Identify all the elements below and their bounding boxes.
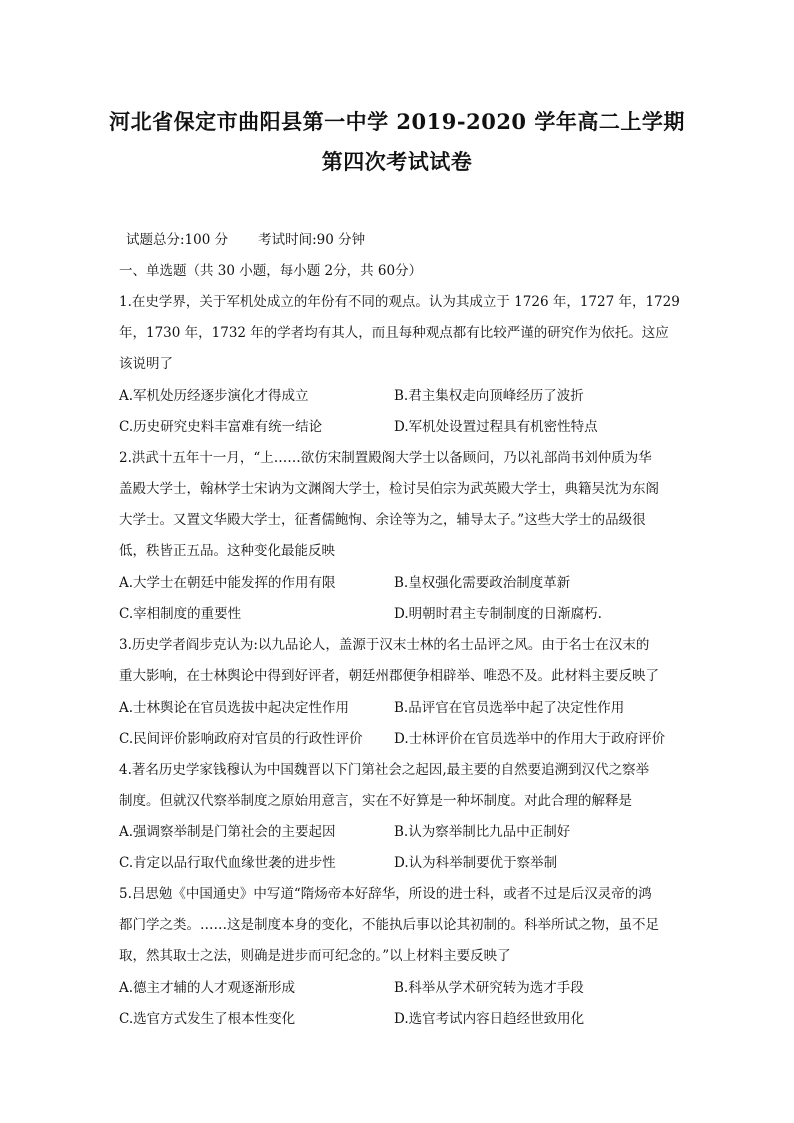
question-4-line-2: 制度。但就汉代察举制度之原始用意言，实在不好算是一种坏制度。对此合理的解释是 [119, 793, 632, 809]
question-1-line-3: 该说明了 [119, 356, 173, 372]
question-5-line-3: 取，然其取士之法，则确是进步而可纪念的。”以上材料主要反映了 [119, 948, 511, 964]
question-5-option-a: A.德主才辅的人才观逐渐形成 [119, 980, 296, 996]
exam-info [126, 228, 365, 248]
question-2-line-3: 大学士。又置文华殿大学士，征耆儒鲍恂、余诠等为之，辅导太子。”这些大学士的品级很 [119, 512, 646, 528]
question-4-option-b: B.认为察举制比九品中正制好 [394, 824, 571, 840]
question-2-option-d: D.明朝时君主专制制度的日渐腐朽. [394, 606, 602, 622]
question-5-option-c: C.选官方式发生了根本性变化 [119, 1011, 296, 1027]
exam-title-line1: 河北省保定市曲阳县第一中学 2019-2020 学年高二上学期 [109, 109, 685, 134]
question-3-option-b: B.品评官在官员选举中起了决定性作用 [394, 700, 625, 716]
question-3-line-2: 重大影响，在士林舆论中得到好评者，朝廷州郡便争相辟举、唯恐不及。此材料主要反映了 [119, 668, 659, 684]
question-5-option-b: B.科举从学术研究转为选才手段 [394, 980, 584, 996]
question-1-option-c: C.历史研究史料丰富难有统一结论 [119, 419, 323, 435]
question-3-option-c: C.民间评价影响政府对官员的行政性评价 [119, 731, 363, 747]
question-1-line-1: 1.在史学界，关于军机处成立的年份有不同的观点。认为其成立于 1726 年，1727 年，1729 [119, 294, 680, 310]
question-5-line-2: 都门学之类。……这是制度本身的变化，不能执后事以论其初制的。科举所试之物，虽不足 [119, 917, 659, 933]
total-score: 试题总分:100 分 [126, 232, 229, 248]
question-3-option-d: D.士林评价在官员选举中的作用大于政府评价 [394, 731, 666, 747]
question-3-line-1: 3.历史学者阎步克认为:以九品论人，盖源于汉末士林的名士品评之风。由于名士在汉末的 [119, 637, 650, 653]
question-1-option-d: D.军机处设置过程具有机密性特点 [394, 419, 598, 435]
question-2-line-2: 盖殿大学士，翰林学士宋讷为文渊阁大学士，检讨吴伯宗为武英殿大学士，典籍吴沈为东阁 [119, 481, 659, 497]
question-1-line-2: 年，1730 年，1732 年的学者均有其人，而且每种观点都有比较严谨的研究作为依托。这应 [119, 325, 669, 341]
question-5-line-1: 5.吕思勉《中国通史》中写道“隋炀帝本好辞华，所设的进士科，或者不过是后汉灵帝的鸿 [119, 886, 652, 902]
question-1-option-b: B.君主集权走向顶峰经历了波折 [394, 388, 584, 404]
question-2-option-a: A.大学士在朝廷中能发挥的作用有限 [119, 575, 336, 591]
section-title: 一、单选题（共 30 小题，每小题 2分，共 60分） [119, 263, 423, 279]
exam-time: 考试时间:90 分钟 [258, 232, 366, 248]
question-4-option-a: A.强调察举制是门第社会的主要起因 [119, 824, 336, 840]
question-2-line-1: 2.洪武十五年十一月，“上……欲仿宋制置殿阁大学士以备顾问，乃以礼部尚书刘仲质为华 [119, 450, 652, 466]
question-2-option-c: C.宰相制度的重要性 [119, 606, 242, 622]
question-2-option-b: B.皇权强化需要政治制度革新 [394, 575, 571, 591]
question-5-option-d: D.选官考试内容日趋经世致用化 [394, 1011, 585, 1027]
question-3-option-a: A.士林舆论在官员选拔中起决定性作用 [119, 700, 350, 716]
question-4-line-1: 4.著名历史学家钱穆认为中国魏晋以下门第社会之起因,最主要的自然要追溯到汉代之察举 [119, 762, 650, 778]
question-1-option-a: A.军机处历经逐步演化才得成立 [119, 388, 309, 404]
exam-title-line2: 第四次考试试卷 [321, 149, 473, 174]
question-4-option-c: C.肯定以品行取代血缘世袭的进步性 [119, 855, 336, 871]
question-4-option-d: D.认为科举制要优于察举制 [394, 855, 558, 871]
question-2-line-4: 低，秩皆正五品。这种变化最能反映 [119, 543, 335, 559]
